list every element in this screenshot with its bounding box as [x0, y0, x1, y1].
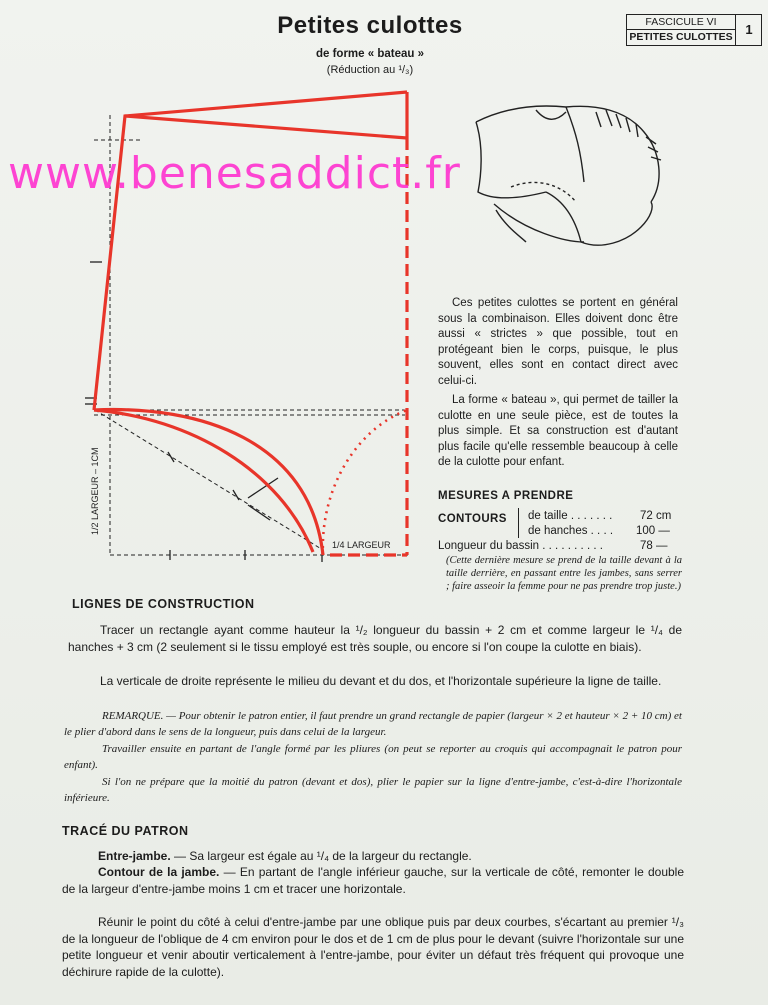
entre-jambe-text: — Sa largeur est égale au ¹/₄ de la largeur du rectangle.: [170, 849, 472, 863]
measure-label: de hanches . . . .: [528, 525, 614, 537]
contour-jambe-text: — En partant de l'angle inférieur gauche, sur la verticale de côté, remonter le double de la largeur d'entre-jambe moins 1 cm et tracer une horizontale.: [62, 865, 685, 896]
construction-heading: LIGNES DE CONSTRUCTION: [72, 597, 255, 611]
measure-value: 100 —: [636, 525, 670, 537]
reunir-paragraph: Réunir le point du côté à celui d'entre-jambe par une oblique puis par deux courbes, s'écartant au premier ¹/₃ de la longueur de l'oblique de 4 cm environ pour le dos et de 1 cm de plus pour le devant (suivre l'horizontale sur une petite longueur et venir aboutir verticalement à l'entre-jambe, pour éviter un défaut très fréquent qui provoque une déchirure rapide de la culotte).: [62, 915, 684, 979]
watermark: www.benesaddict.fr: [8, 148, 461, 199]
measure-label: Longueur du bassin . . . . . . . . . .: [438, 540, 603, 552]
contours-label: CONTOURS: [438, 513, 507, 525]
measure-value: 78 —: [640, 540, 668, 552]
contour-jambe-paragraph: [62, 864, 684, 897]
remarque-lead: REMARQUE. —: [102, 710, 176, 722]
travailler-paragraph: Travailler ensuite en partant de l'angle formé par les pliures (on peut se reporter au croquis qui accompagnait le patron pour enfant).: [64, 743, 682, 771]
fascicule-box: [626, 14, 762, 46]
label-half-width: 1/2 LARGEUR – 1CM: [90, 447, 100, 535]
mesures-heading: MESURES A PRENDRE: [438, 490, 574, 502]
intro-text: [438, 296, 678, 475]
culotte-sketch: [466, 92, 676, 262]
moitie-paragraph: Si l'on ne prépare que la moitié du patron (devant et dos), plier le papier sur la ligne d'entre-jambe, c'est-à-dire l'horizontale inférieure.: [64, 776, 682, 804]
measure-value: 72 cm: [640, 510, 672, 522]
construction-paragraph-2: La verticale de droite représente le milieu du devant et du dos, et l'horizontale supérieure la ligne de taille.: [100, 674, 662, 688]
construction-paragraph-1: Tracer un rectangle ayant comme hauteur la ¹/₂ longueur du bassin + 2 cm et comme largeur le ¹/₄ de hanches + 3 cm (2 seulement si le tissu employé est très souple, ou encore si l'on coupe la culotte en biais).: [68, 623, 682, 654]
intro-paragraph-1: Ces petites culottes se portent en général sous la combinaison. Elles doivent donc être aussi « strictes » que possible, tout en protégeant bien le corps, puisque, le plus souvent, elles sont en contact direct avec celui-ci.: [438, 297, 678, 387]
trace-heading: TRACÉ DU PATRON: [62, 824, 189, 838]
entre-jambe-paragraph: [62, 848, 684, 865]
intro-paragraph-2: La forme « bateau », qui permet de tailler la culotte en une seule pièce, est de toutes la plus simple. Et sa construction est d'autant plus facile qu'elle ressemble beaucoup à celle de la culotte pour enfant.: [438, 394, 678, 468]
sketch-lines: [476, 106, 661, 245]
page-title: Petites culottes: [277, 12, 463, 39]
contours-brace: [518, 508, 519, 538]
measure-note: (Cette dernière mesure se prend de la taille devant à la taille derrière, en passant entre les jambes, sans serrer ; faire asseoir la femme pour ne pas prendre trop juste.): [446, 555, 682, 592]
fascicule-section: PETITES CULOTTES: [629, 31, 733, 43]
page-number: 1: [735, 15, 762, 45]
scale-note: (Réduction au ¹/₃): [326, 64, 414, 76]
remarque-text: Pour obtenir le patron entier, il faut prendre un grand rectangle de papier (largeur × 2 et hauteur × 2 + 10 cm) et le plier d'abord dans le sens de la longueur, puis dans celui de la largeur.: [64, 710, 682, 738]
contour-jambe-lead: Contour de la jambe.: [98, 865, 220, 879]
measure-label: de taille . . . . . . .: [528, 510, 613, 522]
entre-jambe-lead: Entre-jambe.: [98, 849, 171, 863]
remarque-paragraph: [64, 709, 682, 740]
page-subtitle: de forme « bateau »: [315, 48, 424, 60]
label-quarter-width: 1/4 LARGEUR: [332, 540, 391, 550]
fascicule-label: FASCICULE VI: [627, 15, 735, 30]
